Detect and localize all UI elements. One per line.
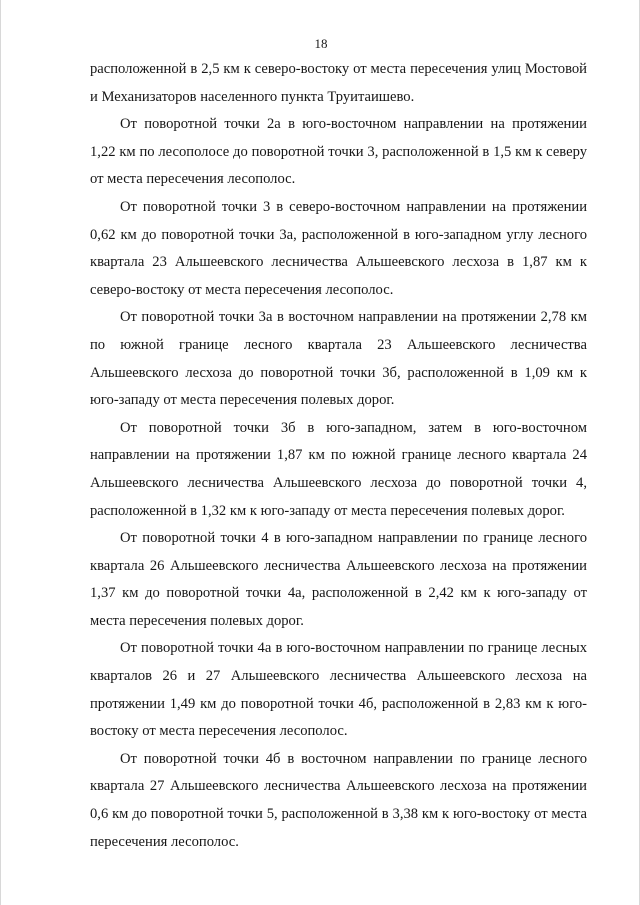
- paragraph-4: От поворотной точки 3а в восточном направлении на протяжении 2,78 км по южной границе лесного квартала 23 Альшеевского лесничества Альшеевского лесхоза до поворотной точки 3б, расположенной в 1,09 км к юго-западу от места пересечения полевых дорог.: [90, 309, 587, 409]
- paragraph-7: От поворотной точки 4а в юго-восточном направлении по границе лесных кварталов 26 и 27 Альшеевского лесничества Альшеевского лесхоза на протяжении 1,49 км до поворотной точки 4б, расположенной в 2,83 км к юго-востоку от места пересечения лесополос.: [90, 640, 587, 740]
- document-body: [90, 56, 587, 856]
- paragraph-2: От поворотной точки 2а в юго-восточном направлении на протяжении 1,22 км по лесополосе до поворотной точки 3, расположенной в 1,5 км к северу от места пересечения лесополос.: [90, 116, 587, 188]
- paragraph-5: От поворотной точки 3б в юго-западном, затем в юго-восточном направлении на протяжении 1,87 км по южной границе лесного квартала 24 Альшеевского лесничества Альшеевского лесхоза до поворотной точки 4, расположенной в 1,32 км к юго-западу от места пересечения полевых дорог.: [90, 419, 587, 519]
- paragraph-3: От поворотной точки 3 в северо-восточном направлении на протяжении 0,62 км до поворотной точки 3а, расположенной в юго-западном углу лесного квартала 23 Альшеевского лесничества Альшеевского лесхоза в 1,87 км к северо-востоку от места пересечения лесополос.: [90, 198, 587, 298]
- paragraph-6: От поворотной точки 4 в юго-западном направлении по границе лесного квартала 26 Альшеевского лесничества Альшеевского лесхоза на протяжении 1,37 км до поворотной точки 4а, расположенной в 2,42 км к юго-западу от места пересечения полевых дорог.: [90, 530, 587, 629]
- paragraph-1: расположенной в 2,5 км к северо-востоку от места пересечения улиц Мостовой и Механизаторов населенного пункта Труитаишево.: [90, 61, 587, 105]
- page-number: 18: [314, 36, 328, 51]
- paragraph-8: От поворотной точки 4б в восточном направлении по границе лесного квартала 27 Альшеевского лесничества Альшеевского лесхоза на протяжении 0,6 км до поворотной точки 5, расположенной в 3,38 км к юго-востоку от места пересечения лесополос.: [90, 750, 587, 850]
